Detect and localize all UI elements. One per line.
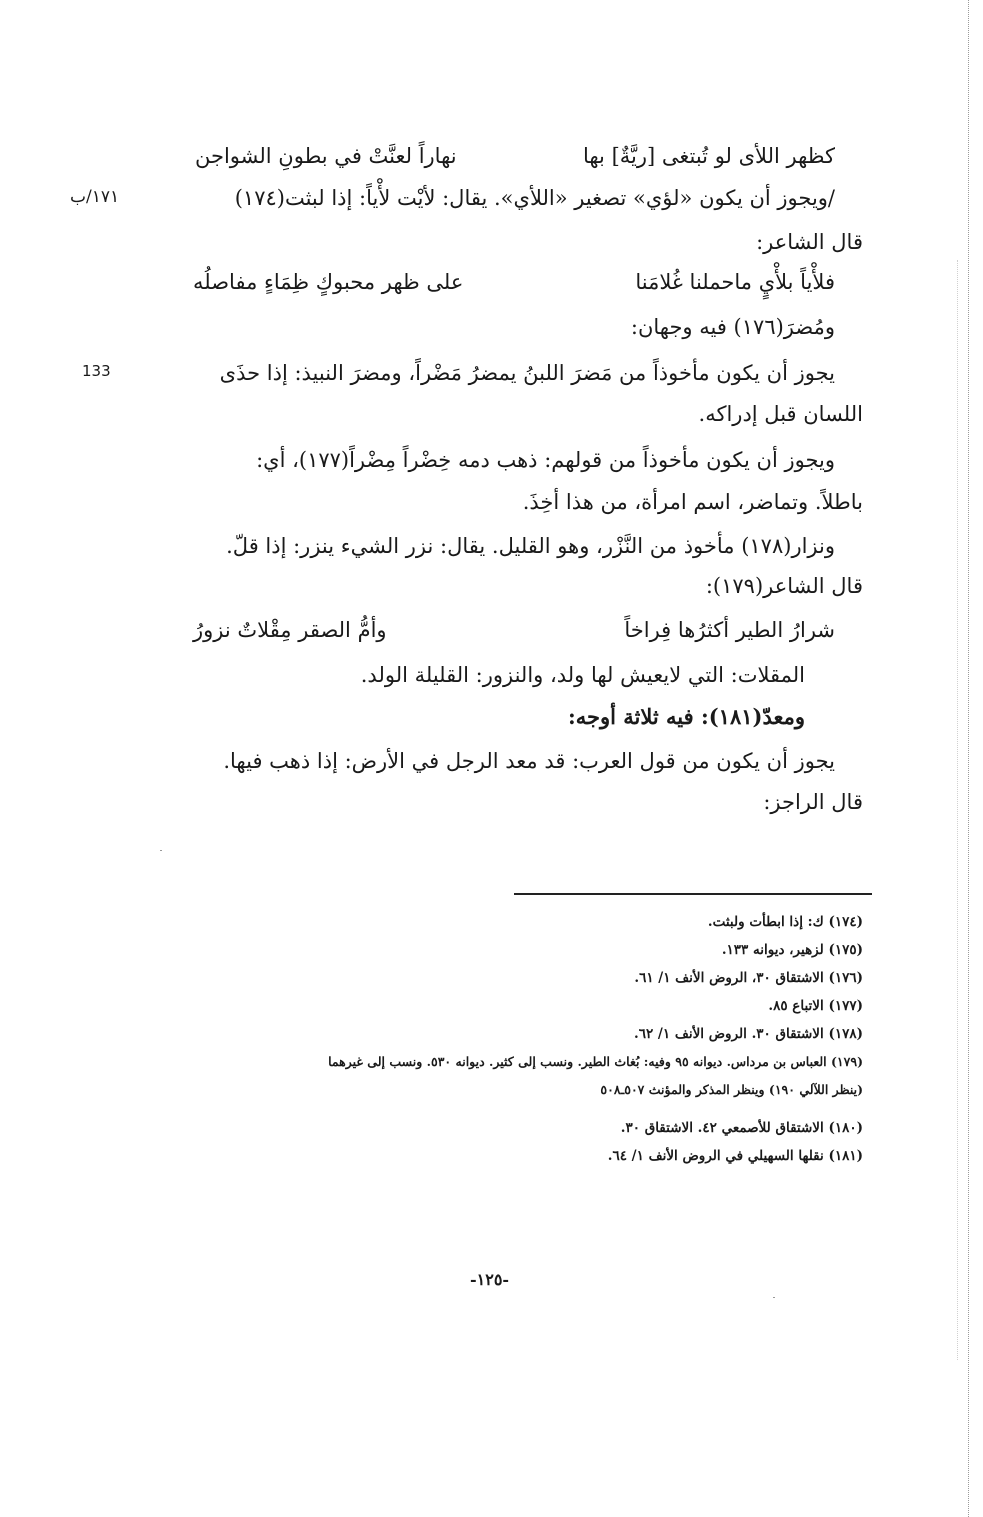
- body-line: قال الراجز:: [763, 790, 863, 814]
- folio-marker: ١٧١/ب: [70, 187, 120, 207]
- footnote-rule: [514, 893, 872, 895]
- page-reference: 133: [82, 362, 111, 380]
- body-line: ومُضرَ(١٧٦) فيه وجهان:: [630, 315, 835, 339]
- scan-speck: [773, 1297, 775, 1298]
- footnote: (ينظر اللآلي ١٩٠) وينظر المذكر والمؤنث ٥٠٧ـ٥٠٨: [600, 1082, 863, 1097]
- verse-hemistich-right: شرارُ الطير أكثرُها فِراخاً: [624, 618, 835, 642]
- scan-edge-line: [957, 260, 958, 1360]
- footnote: (١٧٤) ك: إذا ابطأت ولبثت.: [707, 914, 863, 930]
- verse-hemistich-right: فلأْياً بلأْيٍ ماحملنا غُلامَنا: [635, 270, 835, 294]
- body-line: قال الشاعر(١٧٩):: [705, 574, 863, 598]
- footnote: (١٧٧) الاتباع ٨٥.: [768, 998, 863, 1014]
- body-line: يجوز أن يكون مأخوذاً من مَضرَ اللبنُ يمضرُ مَضْراً، ومضرَ النبيذ: إذا حذَى: [219, 361, 835, 385]
- body-line: اللسان قبل إدراكه.: [698, 402, 863, 426]
- footnote: (١٨١) نقلها السهيلي في الروض الأنف ١/ ٦٤.: [607, 1148, 863, 1164]
- body-line: ومعدّ(١٨١): فيه ثلاثة أوجه:: [567, 704, 805, 729]
- verse-line: [195, 142, 835, 170]
- body-line: باطلاً. وتماضر، اسم امرأة، من هذا أخِذَ.: [522, 490, 863, 514]
- verse-hemistich-left: وأمُّ الصقر مِقْلاتٌ نزورُ: [193, 618, 387, 642]
- scan-speck: [160, 850, 162, 851]
- body-line: يجوز أن يكون من قول العرب: قد معد الرجل في الأرض: إذا ذهب فيها.: [223, 749, 835, 773]
- verse-hemistich-left: نهاراً لعنَّتْ في بطونِ الشواجن: [195, 144, 457, 168]
- verse-line: [193, 268, 835, 296]
- footnote: (١٧٦) الاشتقاق ٣٠، الروض الأنف ١/ ٦١.: [634, 970, 863, 986]
- verse-hemistich-right: كظهر اللأى لو تُبتغى [ريَّةٌ] بها: [582, 144, 835, 168]
- body-line: ويجوز أن يكون مأخوذاً من قولهم: ذهب دمه خِضْراً مِضْراً(١٧٧)، أي:: [256, 448, 835, 472]
- footnote: (١٧٩) العباس بن مرداس. ديوانه ٩٥ وفيه: بُغاث الطير. ونسب إلى كثير. ديوانه ٥٣٠. ونسب إلى غيرهما: [328, 1054, 863, 1069]
- scan-edge-line: [968, 0, 969, 1517]
- page-number: -١٢٥-: [470, 1270, 510, 1289]
- body-line: /ويجوز أن يكون «لؤي» تصغير «اللأي». يقال: لأيْت لأْياً: إذا لبثت(١٧٤): [234, 186, 835, 210]
- verse-hemistich-left: على ظهر محبوكٍ ظِمَاءٍ مفاصلُه: [193, 270, 464, 294]
- footnote: (١٧٨) الاشتقاق ٣٠. الروض الأنف ١/ ٦٢.: [634, 1026, 863, 1042]
- body-line: ونزار(١٧٨) مأخوذ من النَّزْر، وهو القليل. يقال: نزر الشيء ينزر: إذا قلّ.: [226, 534, 835, 558]
- body-line: قال الشاعر:: [756, 230, 863, 254]
- footnote: (١٨٠) الاشتقاق للأصمعي ٤٢. الاشتقاق ٣٠.: [620, 1120, 863, 1136]
- body-line: المقلات: التي لايعيش لها ولد، والنزور: القليلة الولد.: [360, 663, 805, 687]
- footnote: (١٧٥) لزهير، ديوانه ١٣٣.: [721, 942, 863, 958]
- verse-line: [193, 616, 835, 644]
